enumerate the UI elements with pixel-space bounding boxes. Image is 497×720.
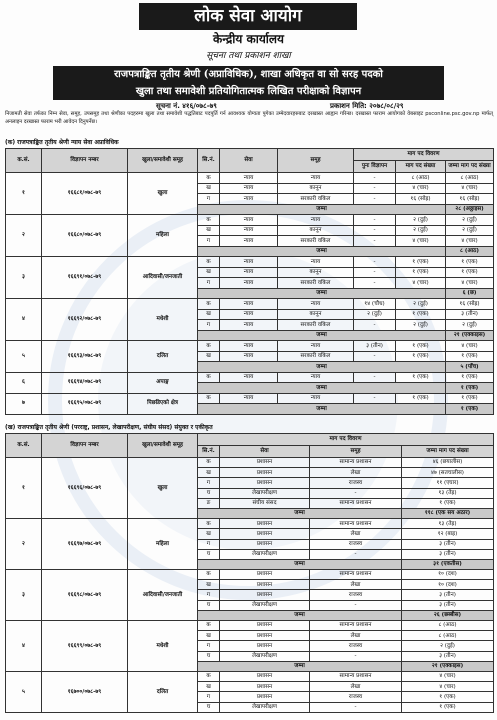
- table-cell: -: [354, 257, 396, 268]
- table-cell: ग: [198, 590, 220, 600]
- table-cell: घ: [198, 651, 220, 661]
- total-value: ८ (आठ): [446, 246, 494, 257]
- table-cell: लेखा: [310, 529, 402, 539]
- table-cell: ख: [198, 309, 220, 320]
- table-cell: कानून: [278, 309, 354, 320]
- table-cell: क: [198, 519, 220, 529]
- table-cell: १ (एक): [402, 692, 494, 702]
- adv-number-cell: १६६८१/०७८-७९: [42, 173, 128, 215]
- publish-date: प्रकाशन मिति: २०७८/०८/२९: [330, 102, 404, 110]
- intro-paragraph: निजामती सेवा तर्फका निम्न सेवा, समूह, उपसमूह तथा श्रेणीका पदहरुमा खुला तथा समावेशी पद्धतिबाट पदपूर्ति गर्न आवश्यक योग्यता पुगेका उम्मेदवारहरुबाट दरखास्त आह्वान गरिन्छ। दरखास्त फाराम आयोगको वेबसाइट psconline.psc.gov.np मार्फत् अनलाइन दरखास्त फाराम भरी आवेदन दिनुपर्नेछ।: [5, 111, 493, 125]
- table-cell: न्याय: [278, 215, 354, 226]
- table-justice-service: [5, 148, 494, 415]
- table-row: [6, 621, 494, 631]
- table-cell: १ (एक): [446, 393, 494, 404]
- table-cell: न्याय: [220, 183, 278, 194]
- table-cell: प्रशासन: [220, 692, 310, 702]
- table-cell: १० (दश): [402, 580, 494, 590]
- table-cell: प्रशासन: [220, 529, 310, 539]
- total-value: ६ (छ): [446, 288, 494, 299]
- table-cell: न्याय: [220, 267, 278, 278]
- table-cell: न्याय: [278, 372, 354, 383]
- table-cell: २ (दुई): [396, 215, 446, 226]
- total-label: जम्मा: [198, 330, 446, 341]
- serial-cell: ३: [6, 570, 42, 621]
- table-cell: न्याय: [220, 225, 278, 236]
- table-cell: २ (दुई): [446, 225, 494, 236]
- table-cell: न्याय: [278, 257, 354, 268]
- table-cell: क: [198, 372, 220, 383]
- table-cell: ४ (चार): [402, 671, 494, 681]
- table-cell: -: [354, 173, 396, 184]
- table-row: [6, 215, 494, 226]
- table-row: [6, 519, 494, 529]
- table-cell: प्रशासन: [220, 580, 310, 590]
- table-cell: ग: [198, 641, 220, 651]
- table-cell: १ (एक): [446, 257, 494, 268]
- table-cell: कानून: [278, 267, 354, 278]
- table-cell: प्रशासन: [220, 519, 310, 529]
- table-cell: ङ: [198, 498, 220, 508]
- table-cell: राजस्व: [310, 641, 402, 651]
- office-name: केन्द्रीय कार्यालय: [212, 32, 285, 46]
- total-value: ११८ (एक सय अठार): [402, 508, 494, 518]
- table-cell: -: [310, 600, 402, 610]
- table-cell: प्रशासन: [220, 458, 310, 468]
- total-value: ५ (पाँच): [446, 362, 494, 373]
- table-cell: क: [198, 215, 220, 226]
- serial-cell: २: [6, 519, 42, 570]
- notice-title-banner: [53, 66, 444, 100]
- adv-number-cell: १६६९८/०७८-७९: [42, 570, 128, 621]
- table-cell: १ (एक): [396, 351, 446, 362]
- table-cell: क: [198, 257, 220, 268]
- table-cell: ४ (चार): [446, 183, 494, 194]
- table-admin-service: [5, 433, 494, 713]
- table-cell: क: [198, 341, 220, 352]
- th-re-adv: पुनः विज्ञापन: [354, 161, 396, 173]
- table-cell: क: [198, 393, 220, 404]
- table-cell: ८ (आठ): [396, 173, 446, 184]
- table-cell: ३ (तीन): [402, 651, 494, 661]
- table-cell: न्याय: [220, 309, 278, 320]
- th-total-demand: जम्मा माग पद संख्या: [446, 161, 494, 173]
- table-cell: १६ (सोह्र): [446, 194, 494, 205]
- th-adv-no: विज्ञापन नम्बर: [42, 149, 128, 173]
- group-cell: मधेशी: [128, 621, 198, 672]
- table-cell: -: [354, 236, 396, 247]
- table-cell: १ (एक): [396, 372, 446, 383]
- table-cell: न्याय: [220, 351, 278, 362]
- table-cell: ११ (एघार): [402, 478, 494, 488]
- th-b-total-demand: जम्मा माग पद संख्या: [402, 446, 494, 458]
- table-cell: -: [354, 351, 396, 362]
- group-cell: खुला: [128, 458, 198, 519]
- total-label: जम्मा: [198, 404, 446, 415]
- group-cell: महिला: [128, 519, 198, 570]
- table-row: [6, 341, 494, 352]
- table-cell: ३ (तीन): [446, 309, 494, 320]
- table-cell: -: [310, 549, 402, 559]
- table-cell: १ (एक): [396, 267, 446, 278]
- adv-number-cell: १६६९४/०७८-७९: [42, 372, 128, 393]
- table-cell: -: [354, 372, 396, 383]
- table-cell: -: [354, 278, 396, 289]
- table-cell: न्याय: [278, 393, 354, 404]
- table-cell: २ (दुई): [402, 641, 494, 651]
- table-cell: सरकारी वकिल: [278, 351, 354, 362]
- table-cell: सामान्य प्रशासन: [310, 498, 402, 508]
- table-cell: -: [354, 267, 396, 278]
- group-cell: पिछडिएको क्षेत्र: [128, 393, 198, 414]
- table-cell: -: [310, 488, 402, 498]
- table-cell: क: [198, 671, 220, 681]
- th-demand-count: माग पद संख्या: [396, 161, 446, 173]
- table-cell: न्याय: [278, 173, 354, 184]
- table-row: [6, 570, 494, 580]
- serial-cell: ४: [6, 621, 42, 672]
- total-label: जम्मा: [198, 288, 446, 299]
- table-cell: प्रशासन: [220, 621, 310, 631]
- adv-number-cell: १६६८०/०७८-७९: [42, 215, 128, 257]
- table-cell: प्रशासन: [220, 570, 310, 580]
- group-cell: दलित: [128, 341, 198, 373]
- table-cell: प्रशासन: [220, 671, 310, 681]
- th-samuha: समूह: [278, 149, 354, 173]
- table-cell: २ (दुई): [446, 320, 494, 331]
- adv-number-cell: १६६९२/०७८-७९: [42, 299, 128, 341]
- table-cell: ग: [198, 539, 220, 549]
- table-cell: ३ (तीन): [402, 590, 494, 600]
- table-cell: ख: [198, 225, 220, 236]
- table-cell: सामान्य प्रशासन: [310, 621, 402, 631]
- table-cell: प्रशासन: [220, 641, 310, 651]
- table-cell: ग: [198, 194, 220, 205]
- table-cell: २ (दुई): [354, 309, 396, 320]
- table-cell: ८ (आठ): [402, 631, 494, 641]
- group-cell: मधेशी: [128, 299, 198, 341]
- th-sub-no: सि.नं.: [198, 149, 220, 173]
- th-b-adv-no: विज्ञापन नम्बर: [42, 434, 128, 458]
- total-label: जम्मा: [198, 508, 402, 518]
- table-cell: ख: [198, 682, 220, 692]
- table-cell: ४६ (छयालीस): [402, 458, 494, 468]
- table-cell: ग: [198, 692, 220, 702]
- serial-cell: १: [6, 458, 42, 519]
- th-b-samuha: समूह: [310, 446, 402, 458]
- table-cell: सामान्य प्रशासन: [310, 458, 402, 468]
- table-cell: राजस्व: [310, 692, 402, 702]
- group-cell: महिला: [128, 215, 198, 257]
- total-value: २१ (एक्काइस): [402, 661, 494, 671]
- table-cell: ३ (तीन): [402, 600, 494, 610]
- table-cell: न्याय: [220, 236, 278, 247]
- table-cell: लेखापरीक्षण: [220, 702, 310, 712]
- table-cell: न्याय: [220, 278, 278, 289]
- notice-title-line-1: राजपत्राङ्कित तृतीय श्रेणी (अप्राविधिक), शाखा अधिकृत वा सो सरह पदको: [114, 69, 383, 80]
- org-title-banner: लोक सेवा आयोग: [139, 3, 357, 30]
- table-cell: लेखापरीक्षण: [220, 488, 310, 498]
- table-cell: ग: [198, 320, 220, 331]
- total-label: जम्मा: [198, 383, 446, 394]
- table-cell: -: [354, 183, 396, 194]
- table-cell: न्याय: [220, 215, 278, 226]
- section-a-heading: (क) राजपत्राङ्कित तृतीय श्रेणी न्याय सेवा अप्राविधिक: [5, 139, 119, 146]
- table-cell: सामान्य प्रशासन: [310, 519, 402, 529]
- table-cell: १ (एक): [402, 498, 494, 508]
- th-b-demand: माग पद विवरण: [198, 434, 494, 446]
- table-cell: ३ (तीन): [402, 539, 494, 549]
- table-cell: कानून: [278, 225, 354, 236]
- table-cell: १३ (तेह्र): [402, 519, 494, 529]
- table-cell: कानून: [278, 183, 354, 194]
- adv-number-cell: १६६९१/०७८-७९: [42, 257, 128, 299]
- table-cell: ग: [198, 478, 220, 488]
- table-cell: प्रशासन: [220, 468, 310, 478]
- table-cell: ३ (तीन): [402, 549, 494, 559]
- group-cell: खुला: [128, 173, 198, 215]
- table-row: [6, 393, 494, 404]
- total-value: २६ (छब्बीस): [402, 610, 494, 620]
- table-cell: ४७ (सतचालीस): [402, 468, 494, 478]
- table-row: [6, 458, 494, 468]
- table-cell: ख: [198, 351, 220, 362]
- table-cell: १ (एक): [396, 341, 446, 352]
- table-cell: ४ (चार): [446, 341, 494, 352]
- table-cell: लेखा: [310, 468, 402, 478]
- table-cell: सरकारी वकिल: [278, 194, 354, 205]
- table-cell: सरकारी वकिल: [278, 236, 354, 247]
- table-cell: घ: [198, 600, 220, 610]
- table-cell: न्याय: [220, 257, 278, 268]
- table-cell: लेखा: [310, 682, 402, 692]
- table-cell: २ (दुई): [396, 225, 446, 236]
- group-cell: आदिवासी/जनजाती: [128, 257, 198, 299]
- table-cell: क: [198, 458, 220, 468]
- adv-number-cell: १६६९५/०७८-७९: [42, 393, 128, 414]
- total-label: जम्मा: [198, 559, 402, 569]
- th-b-sub-no: सि.नं.: [198, 446, 220, 458]
- serial-cell: ६: [6, 372, 42, 393]
- th-b-group: खुला/समावेशी समूह: [128, 434, 198, 458]
- table-cell: -: [354, 393, 396, 404]
- table-cell: ३ (तीन): [354, 341, 396, 352]
- table-cell: राजस्व: [310, 539, 402, 549]
- table-cell: न्याय: [278, 341, 354, 352]
- table-cell: राजस्व: [310, 590, 402, 600]
- table-cell: -: [354, 194, 396, 205]
- notice-title-line-2: खुला तथा समावेशी प्रतियोगितात्मक लिखित परीक्षाको विज्ञापन: [135, 86, 362, 97]
- th-b-service: सेवा: [220, 446, 310, 458]
- serial-cell: २: [6, 215, 42, 257]
- table-cell: सरकारी वकिल: [278, 278, 354, 289]
- table-cell: ख: [198, 183, 220, 194]
- table-cell: संघीय संसद: [220, 498, 310, 508]
- table-cell: ख: [198, 580, 220, 590]
- table-cell: सामान्य प्रशासन: [310, 671, 402, 681]
- table-cell: लेखापरीक्षण: [220, 651, 310, 661]
- table-cell: १ (एक): [396, 257, 446, 268]
- table-cell: ख: [198, 468, 220, 478]
- table-cell: लेखा: [310, 580, 402, 590]
- section-b-heading: (ख) राजपत्राङ्कित तृतीय श्रेणी (परराष्ट्र, प्रशासन, लेखापरीक्षण, संघीय संसद) संयुक्त र एकीकृत: [5, 424, 213, 431]
- table-cell: ख: [198, 529, 220, 539]
- serial-cell: ३: [6, 257, 42, 299]
- table-cell: ४ (चार): [446, 278, 494, 289]
- table-cell: १३ (तेह्र): [402, 488, 494, 498]
- table-cell: -: [310, 651, 402, 661]
- table-cell: प्रशासन: [220, 682, 310, 692]
- serial-cell: ५: [6, 341, 42, 373]
- total-label: जम्मा: [198, 661, 402, 671]
- total-value: २१ (एक्काइस): [446, 330, 494, 341]
- th-b-sn: क.सं.: [6, 434, 42, 458]
- table-cell: सामान्य प्रशासन: [310, 570, 402, 580]
- table-row: [6, 372, 494, 383]
- table-cell: २ (दुई): [446, 215, 494, 226]
- table-cell: न्याय: [220, 299, 278, 310]
- table-cell: क: [198, 621, 220, 631]
- table-cell: ग: [198, 236, 220, 247]
- table-cell: प्रशासन: [220, 478, 310, 488]
- table-cell: ४ (चार): [396, 236, 446, 247]
- table-cell: -: [310, 702, 402, 712]
- table-cell: सरकारी वकिल: [278, 320, 354, 331]
- table-cell: १ (एक): [446, 372, 494, 383]
- table-cell: न्याय: [220, 173, 278, 184]
- table-cell: १४ (चौध): [354, 299, 396, 310]
- table-cell: -: [354, 215, 396, 226]
- table-cell: ४ (चार): [402, 682, 494, 692]
- table-cell: ८ (आठ): [402, 621, 494, 631]
- table-cell: १० (दश): [402, 570, 494, 580]
- table-cell: न्याय: [278, 299, 354, 310]
- table-cell: प्रशासन: [220, 631, 310, 641]
- table-cell: ग: [198, 278, 220, 289]
- table-cell: क: [198, 173, 220, 184]
- total-value: १ (एक): [446, 383, 494, 394]
- total-label: जम्मा: [198, 362, 446, 373]
- table-cell: लेखापरीक्षण: [220, 549, 310, 559]
- group-cell: आदिवासी/जनजाती: [128, 570, 198, 621]
- table-cell: घ: [198, 549, 220, 559]
- total-value: १ (एक): [446, 404, 494, 415]
- table-cell: १ (एक): [402, 702, 494, 712]
- table-cell: क: [198, 299, 220, 310]
- table-cell: ४ (चार): [446, 236, 494, 247]
- th-demand: माग पद विवरण: [354, 149, 494, 161]
- table-cell: ख: [198, 267, 220, 278]
- table-cell: २ (दुई): [396, 299, 446, 310]
- th-group: खुला/समावेशी समूह: [128, 149, 198, 173]
- adv-number-cell: १६६९३/०७८-७९: [42, 341, 128, 373]
- table-cell: प्रशासन: [220, 590, 310, 600]
- group-cell: दलित: [128, 671, 198, 712]
- table-row: [6, 671, 494, 681]
- table-cell: घ: [198, 702, 220, 712]
- th-sn: क.सं.: [6, 149, 42, 173]
- table-cell: प्रशासन: [220, 539, 310, 549]
- table-cell: लेखापरीक्षण: [220, 600, 310, 610]
- table-cell: ४ (चार): [396, 278, 446, 289]
- table-cell: २ (दुई): [396, 320, 446, 331]
- table-cell: ८ (आठ): [446, 173, 494, 184]
- table-cell: न्याय: [220, 393, 278, 404]
- th-service: सेवा: [220, 149, 278, 173]
- table-cell: लेखा: [310, 631, 402, 641]
- table-cell: १६ (सोह्र): [396, 194, 446, 205]
- adv-number-cell: १६७००/०७८-७९: [42, 671, 128, 712]
- table-cell: ४ (चार): [396, 183, 446, 194]
- group-cell: अपाङ्ग: [128, 372, 198, 393]
- adv-number-cell: १६६९९/०७८-७९: [42, 621, 128, 672]
- adv-number-cell: १६६९६/०७८-७९: [42, 458, 128, 519]
- table-row: [6, 173, 494, 184]
- serial-cell: ४: [6, 299, 42, 341]
- table-cell: १ (एक): [396, 309, 446, 320]
- total-label: जम्मा: [198, 204, 446, 215]
- table-cell: १ (एक): [446, 267, 494, 278]
- table-cell: न्याय: [220, 341, 278, 352]
- table-cell: राजस्व: [310, 478, 402, 488]
- table-cell: १६ (सोह्र): [446, 299, 494, 310]
- total-label: जम्मा: [198, 246, 446, 257]
- table-cell: -: [354, 320, 396, 331]
- table-cell: १ (एक): [396, 393, 446, 404]
- total-label: जम्मा: [198, 610, 402, 620]
- serial-cell: ७: [6, 393, 42, 414]
- table-cell: -: [354, 225, 396, 236]
- table-cell: न्याय: [220, 372, 278, 383]
- table-cell: घ: [198, 488, 220, 498]
- table-cell: न्याय: [220, 194, 278, 205]
- total-value: ३१ (एकतीस): [402, 559, 494, 569]
- branch-name: सूचना तथा प्रकाशन शाखा: [206, 51, 291, 61]
- table-cell: १२ (बाह्र): [402, 529, 494, 539]
- table-row: [6, 257, 494, 268]
- table-row: [6, 299, 494, 310]
- table-cell: १ (एक): [446, 351, 494, 362]
- table-cell: न्याय: [220, 320, 278, 331]
- serial-cell: ५: [6, 671, 42, 712]
- total-value: २८ (अठ्ठाइस): [446, 204, 494, 215]
- serial-cell: १: [6, 173, 42, 215]
- table-cell: ख: [198, 631, 220, 641]
- table-cell: क: [198, 570, 220, 580]
- adv-number-cell: १६६९७/०७८-७९: [42, 519, 128, 570]
- notice-number: सूचना नं. ४१६/०७८-७९: [156, 102, 217, 110]
